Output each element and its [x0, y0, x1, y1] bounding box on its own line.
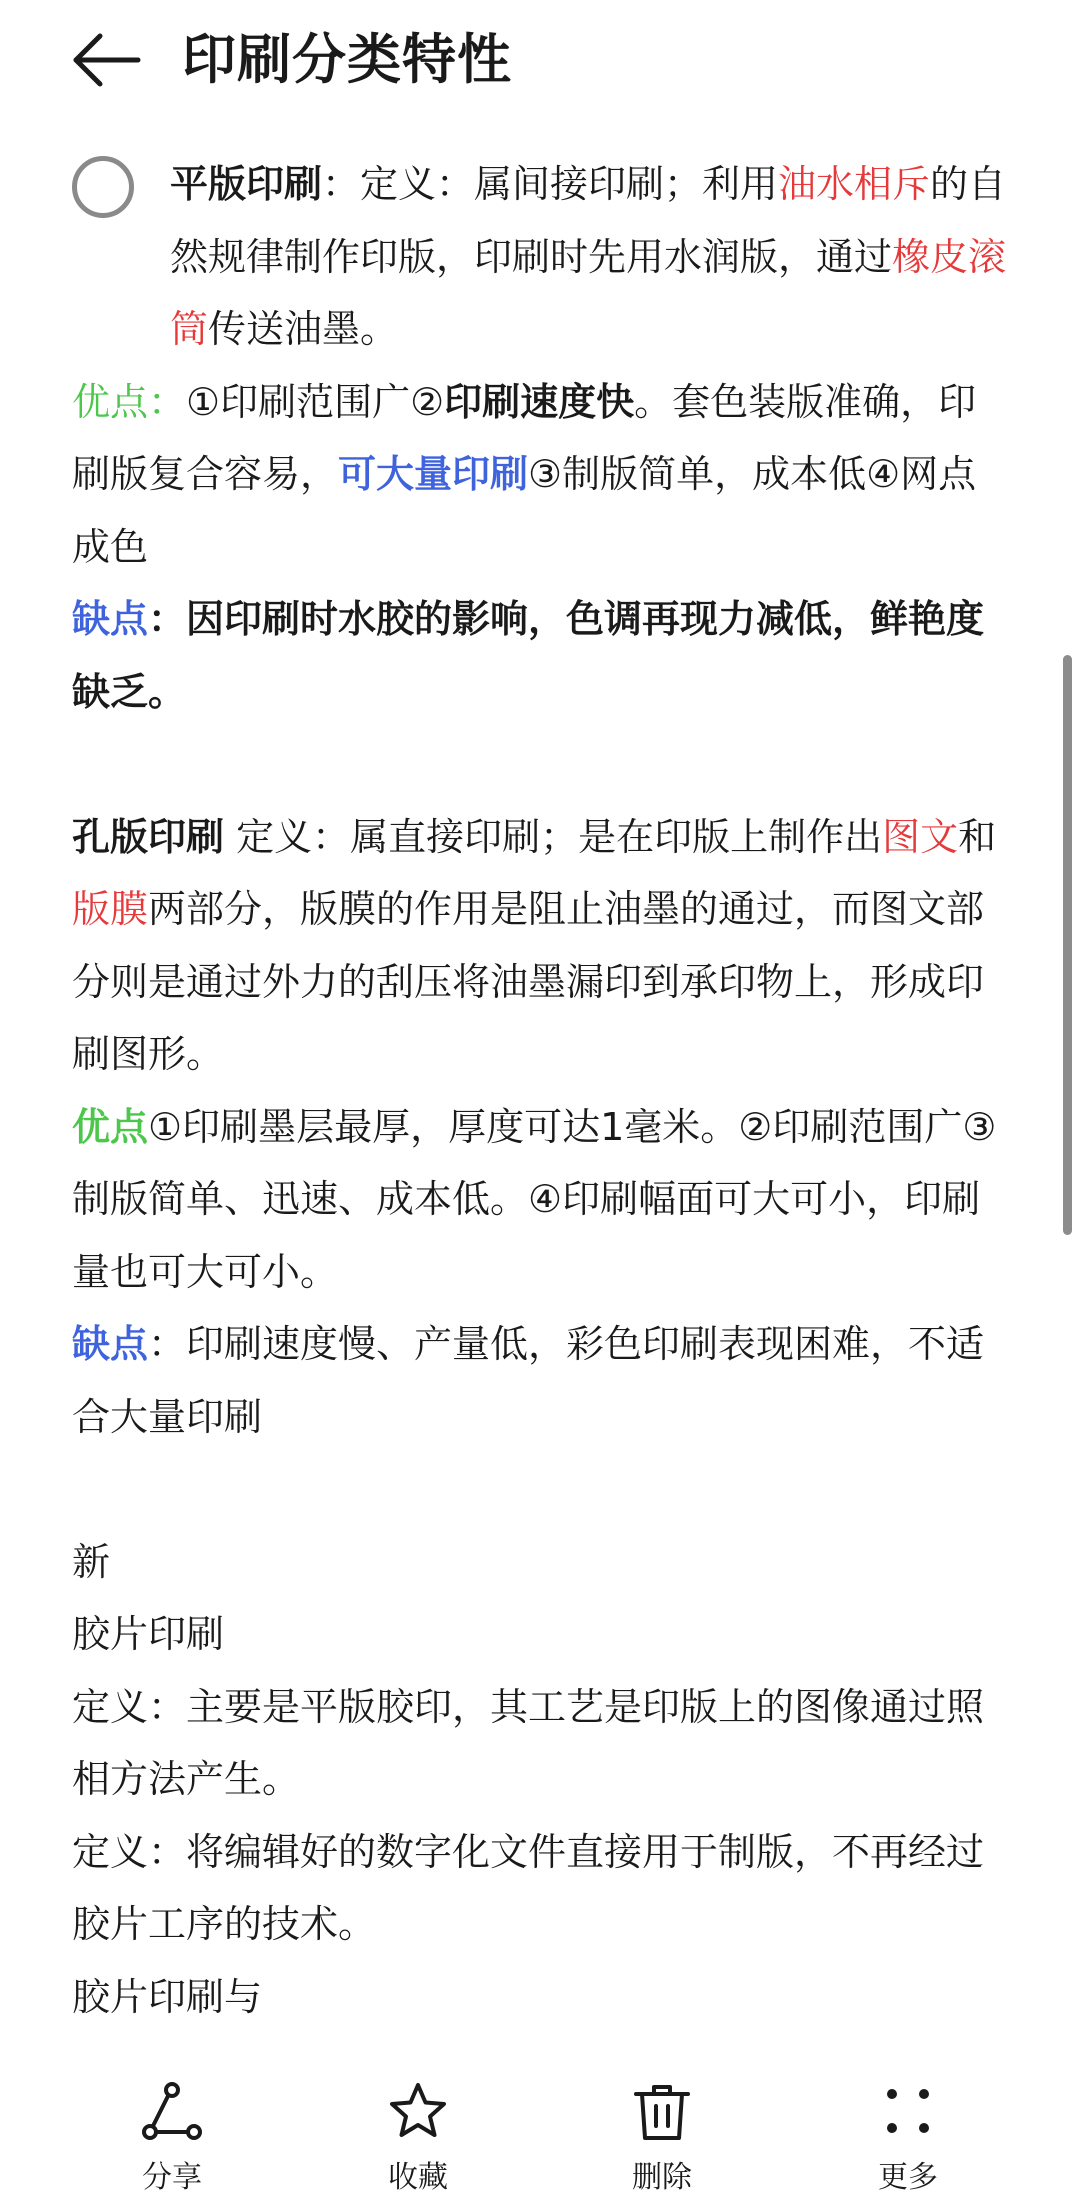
text-span: ：印刷速度慢、产量低，彩色印刷表现困难，不适合大量印刷: [72, 1322, 985, 1439]
text-span: ①印刷范围广②: [186, 379, 445, 424]
pros-paragraph: [72, 366, 1012, 584]
share-label: 分享: [142, 2160, 202, 2195]
note-content[interactable]: [72, 148, 1012, 2033]
share-button[interactable]: [92, 2064, 252, 2208]
favorite-button[interactable]: [338, 2064, 498, 2208]
text-span: 。套色装版准确，印刷版复合容易，: [72, 379, 977, 496]
text-span: ①印刷墨层最厚，厚度可达1毫米。②印刷范围广③制版简单、迅速、成本低。④印刷幅面可大可小，印刷量也可大可小。: [72, 1104, 997, 1294]
text-line: 胶片印刷: [72, 1612, 225, 1656]
highlight-red: 油水相斥: [778, 162, 931, 206]
highlight-blue: 可大量印刷: [338, 452, 529, 496]
blank-line: [72, 1453, 1012, 1526]
text-span: ：因印刷时水胶的影响，色调再现力减低，鲜艳度缺乏。: [72, 597, 985, 714]
share-icon: [140, 2080, 204, 2144]
cons-label: 缺点: [72, 1322, 149, 1366]
highlight-red: 橡皮滚筒: [170, 234, 1007, 351]
header: [0, 0, 1080, 120]
more-button[interactable]: [828, 2064, 988, 2208]
text-span: ：定义：属间接印刷；利用: [322, 162, 779, 206]
pros-label: 优点: [72, 1104, 149, 1149]
highlight-red: 版膜: [72, 887, 149, 931]
text-span: 和: [958, 814, 997, 859]
back-button[interactable]: [70, 22, 146, 98]
arrow-left-icon: [70, 22, 146, 98]
delete-label: 删除: [632, 2160, 692, 2195]
cons-paragraph: [72, 1308, 1012, 1453]
more-label: 更多: [878, 2160, 938, 2195]
blank-line: [72, 728, 1012, 801]
highlight-red: 图文: [882, 814, 959, 859]
favorite-label: 收藏: [388, 2160, 448, 2195]
text-span: 定义：属直接印刷；是在印版上制作出: [224, 814, 883, 859]
page-title: 印刷分类特性: [182, 28, 512, 91]
section-title: 平版印刷: [170, 162, 323, 206]
text-span: ③制版简单，成本低④网点成色: [72, 452, 977, 569]
section-title: 孔版印刷: [72, 814, 225, 859]
text-line: 新: [72, 1539, 111, 1584]
delete-button[interactable]: [582, 2064, 742, 2208]
pros-label: 优点：: [72, 379, 187, 424]
trash-icon: [630, 2080, 694, 2144]
todo-item: [72, 148, 1012, 366]
pros-paragraph: [72, 1091, 1012, 1309]
bold-text: 印刷速度快: [444, 379, 635, 424]
cons-label: 缺点: [72, 597, 149, 641]
text-span: 的自然规律制作印版，印刷时先用水润版，通过: [170, 162, 1007, 279]
scrollbar[interactable]: [1063, 655, 1072, 1235]
text-span: 传送油墨。: [208, 307, 399, 351]
text-line: 定义：将编辑好的数字化文件直接用于制版，不再经过胶片工序的技术。: [72, 1829, 985, 1946]
more-dots-icon: [876, 2080, 940, 2144]
text-span: 两部分，版膜的作用是阻止油墨的通过，而图文部分则是通过外力的刮压将油墨漏印到承印物上，形成印刷图形。: [72, 887, 985, 1076]
text-line: 胶片印刷与: [72, 1974, 263, 2019]
checkbox[interactable]: [72, 156, 134, 218]
cons-paragraph: [72, 583, 1012, 728]
bottom-action-bar: [0, 2064, 1080, 2208]
text-line: 定义：主要是平版胶印，其工艺是印版上的图像通过照相方法产生。: [72, 1684, 985, 1801]
star-icon: [386, 2080, 450, 2144]
paragraph: [72, 801, 1012, 1091]
